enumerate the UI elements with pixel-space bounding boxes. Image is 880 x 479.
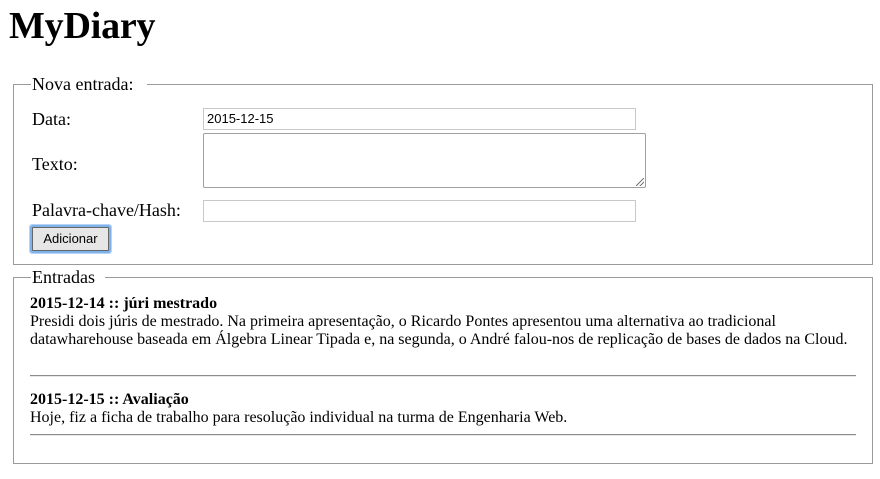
fieldset-border	[147, 84, 872, 85]
list-item	[30, 295, 856, 349]
add-button[interactable]: Adicionar	[32, 227, 109, 251]
keyword-label: Palavra-chave/Hash:	[32, 200, 181, 220]
entry-heading: 2015-12-14 :: júri mestrado	[30, 295, 218, 312]
entry-divider	[30, 434, 856, 436]
date-input[interactable]: 2015-12-15	[203, 108, 636, 130]
entry-heading: 2015-12-15 :: Avaliação	[30, 391, 189, 408]
fieldset-border	[14, 84, 31, 85]
entry-divider	[30, 375, 856, 377]
date-label: Data:	[32, 109, 71, 129]
entry-body: Presidi dois júris de mestrado. Na primeira apresentação, o Ricardo Pontes apresentou uma alternativa ao tradicional datawharehouse baseada em Álgebra Linear Tipada e, na segunda, o André falou-nos de replicação de bases de dados na Cloud.	[30, 313, 848, 348]
entries-legend: Entradas	[32, 267, 95, 287]
entry-body: Hoje, fiz a ficha de trabalho para resolução individual na turma de Engenharia Web.	[30, 409, 568, 426]
keyword-input[interactable]	[203, 200, 636, 222]
entries-list	[13, 267, 873, 464]
text-textarea[interactable]	[203, 133, 646, 188]
new-entry-legend: Nova entrada:	[32, 74, 134, 94]
fieldset-border	[14, 277, 31, 278]
text-label: Texto:	[32, 154, 78, 174]
resize-handle-icon[interactable]	[636, 178, 644, 186]
fieldset-border	[105, 277, 872, 278]
new-entry-form	[13, 74, 873, 265]
page-title: MyDiary	[9, 5, 156, 47]
list-item	[30, 391, 856, 427]
